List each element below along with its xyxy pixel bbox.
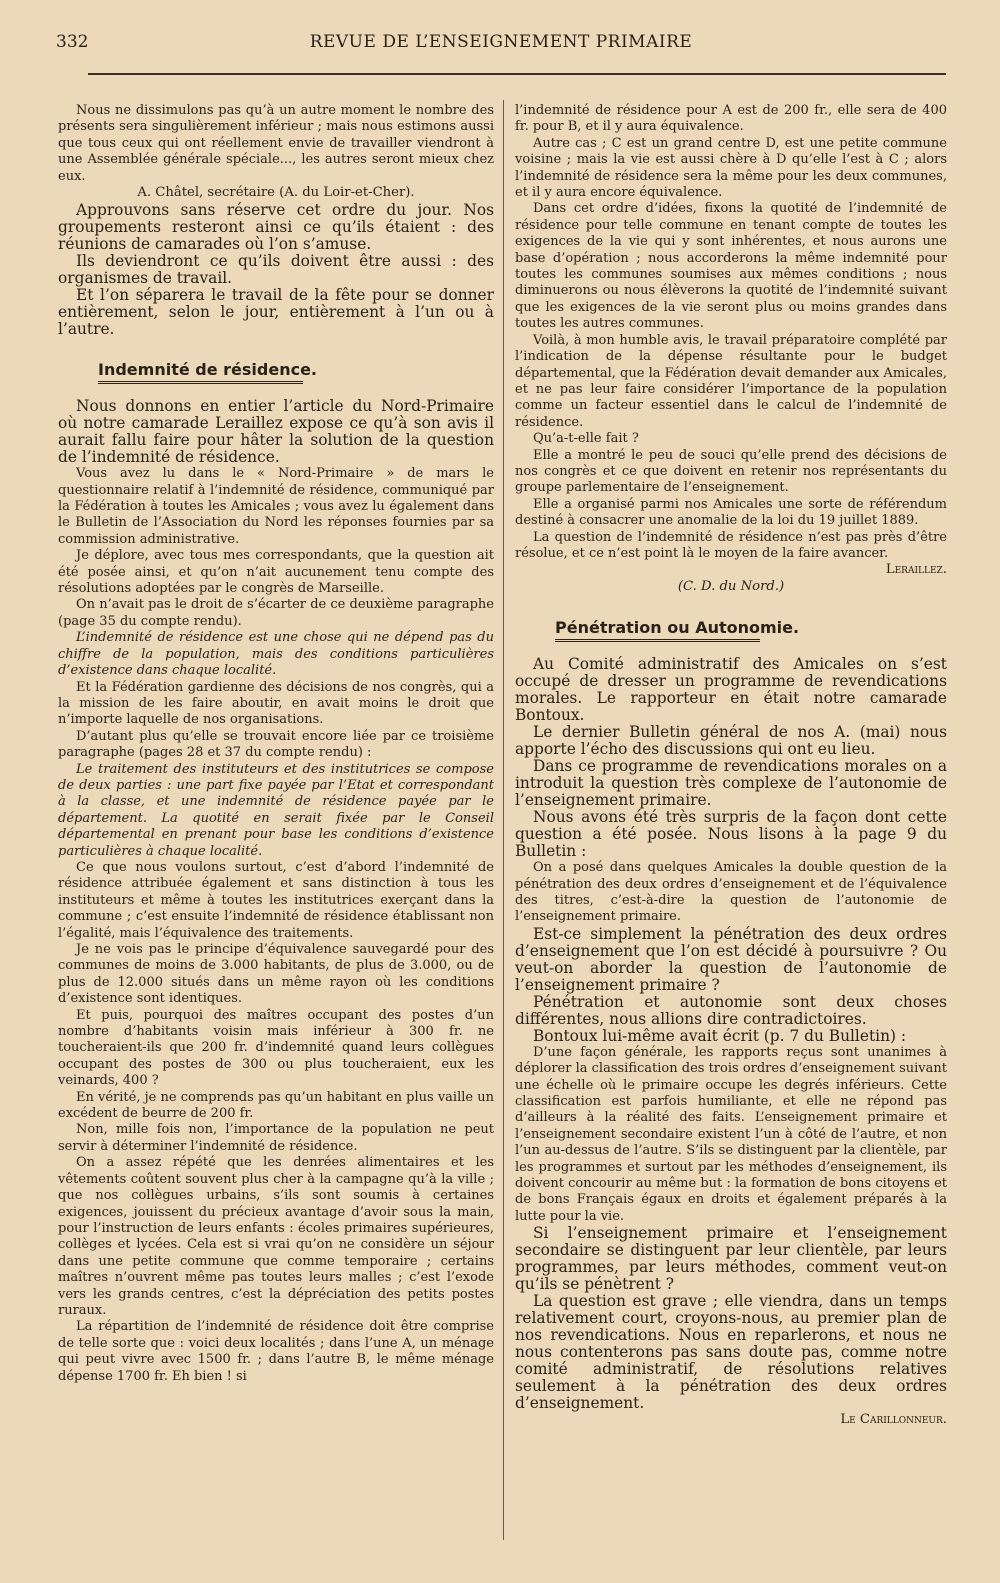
paragraph: Le dernier Bulletin général de nos A. (mai) nous apporte l’écho des discussions qui ont eu lieu. [515,723,947,759]
column-divider [503,100,504,1540]
paragraph: Je ne vois pas le principe d’équivalence sauvegardé pour des communes de moins de 3.000 habitants, de plus de 3.000, ou de plus de 12.000 situés dans un même rayon où les conditions d’existence sont identiques. [58,942,494,1007]
paragraph: Approuvons sans réserve cet ordre du jour. Nos groupements resteront ainsi ce qu’ils étaient : des réunions de camarades où l’on s’amuse. [58,200,494,253]
paragraph: Nous avons été très surpris de la façon dont cette question a été posée. Nous lisons à la page 9 du Bulletin : [515,808,947,861]
paragraph: Au Comité administratif des Amicales on s’est occupé de dresser un programme de revendications morales. Le rapporteur en était notre camarade Bontoux. [515,655,947,725]
signature: Leraillez. [885,562,947,578]
journal-title: REVUE DE L’ENSEIGNEMENT PRIMAIRE [309,32,693,52]
paragraph: Ce que nous voulons surtout, c’est d’abord l’indemnité de résidence attribuée également et sans distinction à tous les instituteurs et même à toutes les institutrices exerçant dans la commune ; c’est ensuite l’indemnité de résidence établissant non l’égalité, mais l’équivalence des traitements. [58,859,494,941]
paragraph: Dans ce programme de revendications morales on a introduit la question très complexe de l’autonomie de l’enseignement primaire. [515,757,947,810]
paragraph: Dans cet ordre d’idées, fixons la quotité de l’indemnité de résidence pour telle commune en tenant compte de toutes les exigences de la vie qui y sont inhérentes, et nous aurons une base d’opération ; nous accorderons la même indemnité pour toutes les communes soumises aux mêmes conditions ; nous diminuerons ou nous élèverons la quotité de l’indemnité suivant que les exigences de la vie seront plus ou moins grandes dans toutes les autres communes. [515,201,947,332]
paragraph: Ils deviendront ce qu’ils doivent être aussi : des organismes de travail. [58,251,494,287]
paragraph: Et la Fédération gardienne des décisions de nos congrès, qui a la mission de les faire aboutir, en avait moins le droit que n’importe laquelle de nos organisations. [58,679,494,728]
paragraph: La question de l’indemnité de résidence n’est pas près d’être résolue, et ce n’est point là le moyen de la faire avancer. [515,529,947,561]
signature: Le Carillonneur. [840,1412,947,1428]
quotation: D’une façon générale, les rapports reçus sont unanimes à déplorer la classification des trois ordres d’enseignement suivant une échelle où le primaire occupe les degrés inférieurs. Cette classification est parfois humiliante, et elle ne répond pas d’ailleurs à la réalité des faits. L’enseignement primaire et l’enseignement secondaire existent l’un à côté de l’autre, et non l’un au-dessus de l’autre. S’ils se distinguent par la clientèle, par les programmes et surtout par les méthodes d’enseignement, ils doivent concourir au même but : la formation de bons citoyens et de bons Français égaux en droits et également préparés à la lutte pour la vie. [515,1044,947,1224]
paragraph: Elle a organisé parmi nos Amicales une sorte de référendum destiné à consacrer une anomalie de la loi du 19 juillet 1889. [515,496,947,529]
paragraph: Je déplore, avec tous mes correspondants, que la question ait été posée ainsi, et qu’on n’ait aucunement tenu compte des résolutions adoptées par le congrès de Marseille. [58,548,494,597]
paragraph: On a assez répété que les denrées alimentaires et les vêtements coûtent souvent plus cher à la campagne qu’à la ville ; que nos collègues urbains, s’ils sont soumis à certaines exigences, jouissent du précieux avantage d’avoir sous la main, pour l’instruction de leurs enfants : écoles primaires supérieures, collèges et lycées. Cela est si vrai qu’on ne considère un séjour dans une petite commune que comme temporaire ; certains maîtres n’ouvrent même pas toutes leurs malles ; c’est l’exode vers les grands centres, c’est la dépréciation des petits postes ruraux. [58,1155,494,1318]
source-citation: (C. D. du Nord.) [677,578,785,594]
paragraph: Voilà, à mon humble avis, le travail préparatoire complété par l’indication de la dépense résultante pour le budget départemental, que la Fédération devait demander aux Amicales, et ne pas leur faire considérer l’importance de la population comme un facteur essentiel dans le calcul de l’indemnité de résidence. [515,332,947,430]
paragraph: D’autant plus qu’elle se trouvait encore liée par ce troisième paragraphe (pages 28 et 37 du compte rendu) : [58,728,494,761]
heading-rule [555,639,760,642]
section-title: Indemnité de résidence. [98,359,317,379]
quotation: On a posé dans quelques Amicales la double question de la pénétration des deux ordres d’enseignement et de l’équivalence des titres, c’est-à-dire la question de l’autonomie de l’enseignement primaire. [515,860,947,925]
paragraph: Et puis, pourquoi des maîtres occupant des postes d’un nombre d’habitants voisin mais inférieur à 300 fr. ne toucheraient-ils que 200 fr. d’indemnité quand leurs collègues occupant des postes de 300 ou plus toucheraient, eux les veinards, 400 ? [58,1007,494,1089]
section-title: Pénétration ou Autonomie. [555,617,800,637]
paragraph: Nous donnons en entier l’article du Nord-Primaire où notre camarade Leraillez expose ce qu’à son avis il aurait fallu faire pour hâter la solution de la question de l’indemnité de résidence. [58,397,494,467]
header-rule [88,73,946,75]
paragraph: Est-ce simplement la pénétration des deux ordres d’enseignement que l’on est décidé à poursuivre ? Ou veut-on aborder la question de l’autonomie de l’enseignement primaire ? [515,924,947,994]
section-heading-wrap [98,359,494,385]
paragraph: La question est grave ; elle viendra, dans un temps relativement court, croyons-nous, au premier plan de nos revendications. Nous en reparlerons, et nous ne nous contenterons pas sans doute pas, comme notre comité administratif, de résolutions relatives seulement à la pénétration des deux ordres d’enseignement. [515,1292,947,1413]
paragraph: On n’avait pas le droit de s’écarter de ce deuxième paragraphe (page 35 du compte rendu). [58,597,494,629]
quotation: Le traitement des instituteurs et des institutrices se compose de deux parties : une part fixe payée par l’Etat et correspondant à la classe, et une indemnité de résidence payée par le département. La quotité en serait fixée par le Conseil départemental en prenant pour base les conditions d’existence particulières à chaque localité. [58,761,494,859]
paragraph: Et l’on séparera le travail de la fête pour se donner entièrement, selon le jour, entièrement à l’un ou à l’autre. [58,285,494,338]
quotation: L’indemnité de résidence est une chose qui ne dépend pas du chiffre de la population, mais des conditions particulières d’existence dans chaque localité. [58,630,494,679]
section-heading-wrap [555,617,947,643]
page-number: 332 [56,32,89,52]
paragraph: Si l’enseignement primaire et l’enseignement secondaire se distinguent par leur clientèle, par leurs programmes, par leurs méthodes, comment veut-on qu’ils se pénètrent ? [515,1224,947,1294]
paragraph: Elle a montré le peu de souci qu’elle prend des décisions de nos congrès et ce que doivent en retenir nos représentants du groupe parlementaire de l’enseignement. [515,447,947,496]
paragraph: Nous ne dissimulons pas qu’à un autre moment le nombre des présents sera singulièrement inférieur ; mais nous estimons aussi que tous ceux qui ont réellement envie de travailler viendront à une Assemblée générale spéciale..., les autres seront mieux chez eux. [58,103,494,184]
right-column [515,103,947,1429]
paragraph: Qu’a-t-elle fait ? [533,431,639,447]
paragraph: La répartition de l’indemnité de résidence doit être comprise de telle sorte que : voici deux localités ; dans l’une A, un ménage qui peut vivre avec 1500 fr. ; dans l’autre B, le même ménage dépense 1700 fr. Eh bien ! si [58,1319,494,1384]
running-header [56,32,946,56]
paragraph: l’indemnité de résidence pour A est de 200 fr., elle sera de 400 fr. pour B, et il y aura équivalence. [515,103,947,135]
signature: A. Châtel, secrétaire (A. du Loir-et-Cher). [137,185,415,201]
paragraph: Non, mille fois non, l’importance de la population ne peut servir à déterminer l’indemnité de résidence. [58,1122,494,1154]
paragraph: Pénétration et autonomie sont deux choses différentes, nous allions dire contradictoires. [515,992,947,1028]
paragraph: Bontoux lui-même avait écrit (p. 7 du Bulletin) : [533,1026,907,1045]
paragraph: Autre cas ; C est un grand centre D, est une petite commune voisine ; mais la vie est aussi chère à D qu’elle l’est à C ; alors l’indemnité de résidence sera la même pour les deux communes, et il y aura encore équivalence. [515,135,947,201]
paragraph: En vérité, je ne comprends pas qu’un habitant en plus vaille un excédent de beurre de 200 fr. [58,1089,494,1122]
paragraph: Vous avez lu dans le « Nord-Primaire » de mars le questionnaire relatif à l’indemnité de résidence, communiqué par la Fédération à toutes les Amicales ; vous avez lu également dans le Bulletin de l’Association du Nord les réponses fournies par sa commission administrative. [58,466,494,547]
heading-rule [98,381,303,384]
left-column [58,103,494,1385]
